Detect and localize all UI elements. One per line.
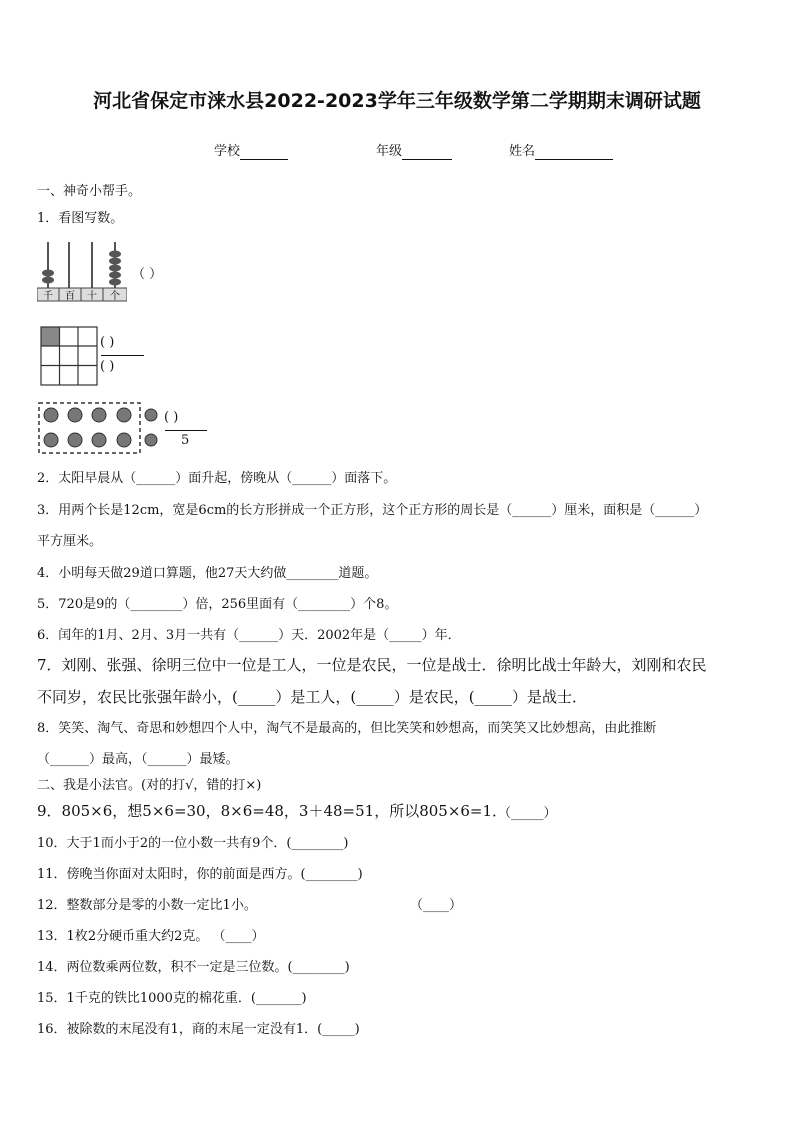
question-3-continued: 平方厘米。 — [37, 534, 103, 549]
section-1-heading: 一、神奇小帮手。 — [37, 184, 142, 199]
dot — [145, 409, 157, 421]
grid-fraction-bar — [101, 355, 144, 356]
school-label: 学校 — [214, 144, 241, 159]
grade-field — [376, 140, 452, 160]
page-title: 河北省保定市涞水县2022-2023学年三年级数学第二学期期末调研试题 — [93, 90, 701, 112]
name-label: 姓名 — [509, 144, 536, 159]
question-14: 14．两位数乘两位数，积不一定是三位数。(________) — [37, 960, 350, 975]
dot — [68, 433, 82, 447]
name-field — [509, 140, 613, 160]
school-field — [214, 140, 288, 160]
abacus-bead — [109, 265, 121, 272]
dots-fraction-numerator[interactable]: ( ) — [164, 410, 179, 425]
abacus-bead — [42, 277, 54, 284]
question-5: 5．720是9的（________）倍，256里面有（________）个8。 — [37, 597, 398, 612]
dot — [44, 433, 58, 447]
question-1: 1．看图写数。 — [37, 211, 124, 226]
grade-label: 年级 — [376, 144, 403, 159]
question-12: 12．整数部分是零的小数一定比1小。 — [37, 898, 257, 913]
question-15: 15．1千克的铁比1000克的棉花重．(_______) — [37, 991, 307, 1006]
grade-blank[interactable] — [402, 144, 452, 160]
section-2-heading: 二、我是小法官。(对的打√，错的打×) — [37, 778, 262, 793]
abacus-figure — [37, 240, 127, 302]
school-blank[interactable] — [240, 144, 288, 160]
dot — [92, 433, 106, 447]
name-blank[interactable] — [535, 144, 613, 160]
dots-fraction-figure — [38, 402, 162, 454]
dot — [117, 433, 131, 447]
question-10: 10．大于1而小于2的一位小数一共有9个．(________) — [37, 836, 349, 851]
question-7: 7．刘刚、张强、徐明三位中一位是工人，一位是农民，一位是战士．徐明比战士年龄大，刘刚和农民 — [37, 656, 707, 674]
question-11: 11．傍晚当你面对太阳时，你的前面是西方。(________) — [37, 867, 363, 882]
abacus-answer-blank[interactable]: （ ） — [132, 267, 163, 282]
grid-fraction-denominator[interactable]: ( ) — [100, 359, 115, 374]
abacus-bead — [42, 270, 54, 277]
question-3: 3．用两个长是12cm，宽是6cm的长方形拼成一个正方形，这个正方形的周长是（______）厘米，面积是（______） — [37, 503, 708, 518]
question-9-answer[interactable]: （_____） — [498, 806, 557, 821]
question-8: 8．笑笑、淘气、奇思和妙想四个人中，淘气不是最高的，但比笑笑和妙想高，而笑笑又比妙想高，由此推断 — [37, 721, 657, 736]
dots-fraction-denominator: 5 — [181, 433, 190, 448]
question-16: 16．被除数的末尾没有1，商的末尾一定没有1．(_____) — [37, 1022, 360, 1037]
dot — [44, 408, 58, 422]
abacus-bead — [109, 272, 121, 279]
dot — [145, 434, 157, 446]
abacus-label-tens: 十 — [87, 291, 97, 302]
abacus-label-ones: 个 — [110, 291, 120, 302]
abacus-label-hundreds: 百 — [65, 291, 75, 302]
dot — [68, 408, 82, 422]
abacus-bead — [109, 251, 121, 258]
question-13: 13．1枚2分硬币重大约2克。 （____） — [37, 929, 265, 944]
dot — [92, 408, 106, 422]
question-2: 2．太阳早晨从（______）面升起，傍晚从（______）面落下。 — [37, 471, 397, 486]
question-7-continued: 不同岁，农民比张强年龄小，(_____）是工人，(_____）是农民，(_____）是战士． — [37, 688, 588, 706]
dots-fraction-bar — [165, 430, 207, 431]
abacus-bead — [109, 258, 121, 265]
dot — [117, 408, 131, 422]
abacus-label-thousands: 千 — [43, 291, 53, 302]
question-6: 6．闰年的1月、2月、3月一共有（______）天．2002年是（_____）年． — [37, 628, 461, 643]
question-8-continued: （______）最高，（______）最矮。 — [37, 752, 239, 767]
abacus-bead — [109, 279, 121, 286]
question-9: 9．805×6，想5×6=30，8×6=48，3＋48=51，所以805×6=1． — [37, 802, 508, 820]
question-12-answer[interactable]: （____） — [410, 898, 463, 913]
grid-fraction-figure — [40, 326, 98, 386]
question-4: 4．小明每天做29道口算题，他27天大约做________道题。 — [37, 566, 378, 581]
grid-fraction-numerator[interactable]: ( ) — [100, 335, 115, 350]
